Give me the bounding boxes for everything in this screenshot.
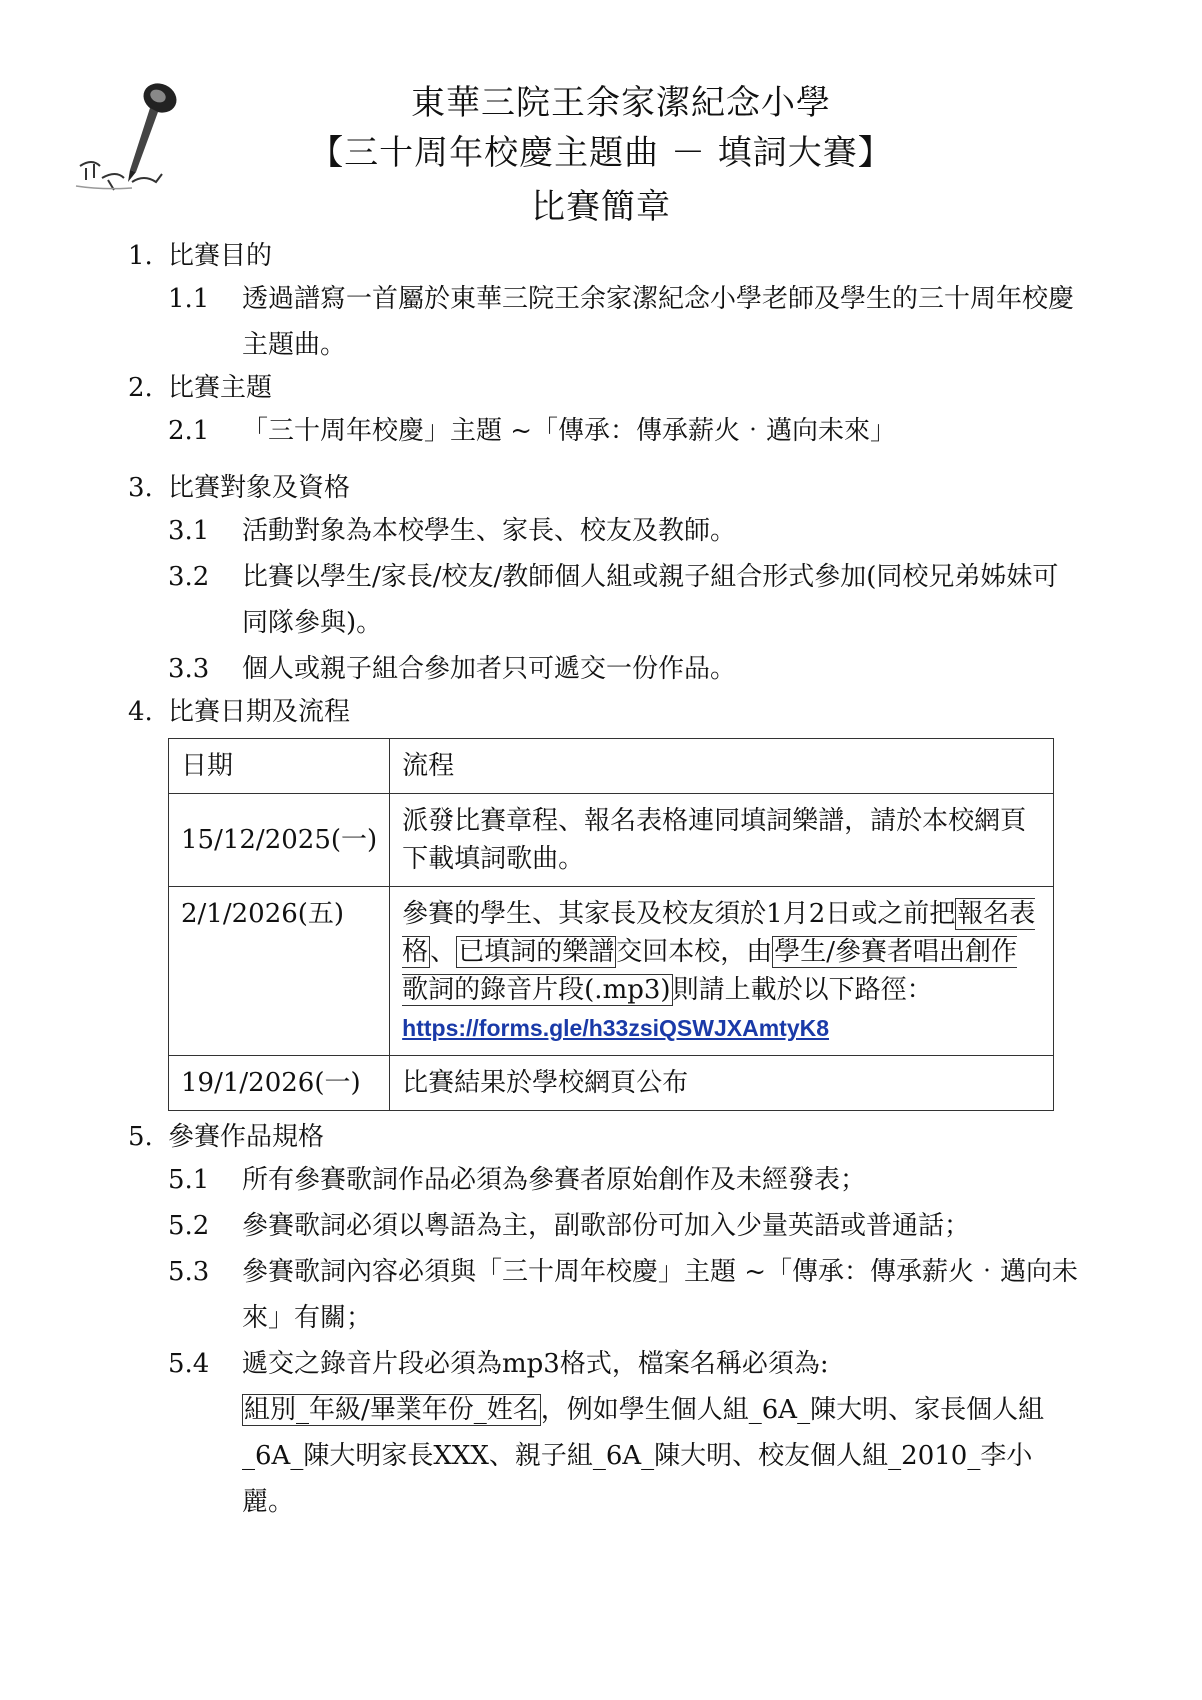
list-item	[168, 646, 1098, 692]
list-item	[168, 554, 1098, 646]
boxed-term-recording: 學生/參賽者唱出創作歌詞的錄音片段(.mp3)	[402, 937, 1017, 1005]
section-5	[128, 1117, 1098, 1157]
column-header-date: 日期	[169, 739, 390, 794]
row-process: 派發比賽章程、報名表格連同填詞樂譜，請於本校網頁下載填詞歌曲。	[390, 794, 1054, 887]
section-title: 比賽日期及流程	[168, 697, 351, 727]
table-header-row	[169, 739, 1054, 794]
item-text: 比賽以學生/家長/校友/教師個人組或親子組合形式參加(同校兄弟姊妹可同隊參與)。	[242, 562, 1059, 638]
schedule-table	[168, 738, 1054, 1111]
row-date: 19/1/2026(一)	[169, 1056, 390, 1111]
item-number: 3.3	[168, 654, 210, 684]
section-3	[128, 468, 1098, 508]
item-text: 個人或親子組合參加者只可遞交一份作品。	[242, 654, 737, 684]
item-text	[242, 1341, 1082, 1525]
section-title: 參賽作品規格	[168, 1122, 325, 1152]
item-number: 5.4	[168, 1349, 210, 1379]
boxed-term-registration-form: 報名表格	[402, 899, 1036, 967]
section-title: 比賽主題	[168, 373, 273, 403]
item-number: 3.1	[168, 516, 210, 546]
section-number: 1.	[128, 241, 153, 271]
section-1	[128, 236, 1098, 276]
item-number: 1.1	[168, 284, 210, 314]
item-text: 活動對象為本校學生、家長、校友及教師。	[242, 516, 737, 546]
section-number: 4.	[128, 697, 153, 727]
section-title: 比賽目的	[168, 241, 273, 271]
list-item	[168, 508, 1098, 554]
list-item	[168, 1157, 1098, 1203]
school-name: 東華三院王余家潔紀念小學	[411, 83, 831, 123]
item-text: 所有參賽歌詞作品必須為參賽者原始創作及未經發表；	[242, 1165, 867, 1195]
competition-title: 【三十周年校慶主題曲 － 填詞大賽】	[309, 133, 893, 173]
table-row	[169, 1056, 1054, 1111]
table-row	[169, 794, 1054, 887]
table-row	[169, 887, 1054, 1056]
row-text: 交回本校，由	[616, 937, 773, 967]
list-item	[168, 1341, 1098, 1525]
boxed-filename-format: 組別_年級/畢業年份_姓名	[244, 1395, 539, 1425]
document-header	[0, 78, 1202, 232]
row-text: 參賽的學生、其家長及校友須於1月2日或之前把	[402, 899, 956, 929]
item-text: 「三十周年校慶」主題 ~「傳承：傳承薪火‧邁向未來」	[242, 416, 897, 446]
item-text-line: 遞交之錄音片段必須為mp3格式，檔案名稱必須為:	[242, 1349, 829, 1379]
item-text: 參賽歌詞必須以粵語為主，副歌部份可加入少量英語或普通話；	[242, 1211, 971, 1241]
item-number: 5.2	[168, 1211, 210, 1241]
item-number: 5.1	[168, 1165, 210, 1195]
document-body	[128, 236, 1098, 1525]
row-date: 15/12/2025(一)	[169, 794, 390, 887]
row-date: 2/1/2026(五)	[169, 887, 390, 1056]
row-process	[390, 887, 1054, 1056]
column-header-process: 流程	[390, 739, 1054, 794]
section-number: 5.	[128, 1122, 153, 1152]
item-number: 5.3	[168, 1257, 210, 1287]
section-4	[128, 692, 1098, 732]
item-number: 3.2	[168, 562, 210, 592]
item-text: 透過譜寫一首屬於東華三院王余家潔紀念小學老師及學生的三十周年校慶主題曲。	[242, 284, 1075, 360]
row-text: 、	[430, 937, 457, 967]
document-title: 比賽簡章	[531, 187, 671, 227]
submission-form-link[interactable]: https://forms.gle/h33zsiQSWJXAmtyK8	[402, 1015, 830, 1041]
list-item	[168, 276, 1098, 368]
list-item	[168, 1249, 1098, 1341]
section-2	[128, 368, 1098, 408]
boxed-term-lyric-score: 已填詞的樂譜	[458, 937, 615, 967]
item-text: 參賽歌詞內容必須與「三十周年校慶」主題 ~「傳承：傳承薪火‧邁向未來」有關；	[242, 1257, 1079, 1333]
section-number: 2.	[128, 373, 153, 403]
item-number: 2.1	[168, 416, 210, 446]
section-title: 比賽對象及資格	[168, 473, 351, 503]
list-item	[168, 408, 1098, 454]
section-number: 3.	[128, 473, 153, 503]
row-process: 比賽結果於學校網頁公布	[390, 1056, 1054, 1111]
list-item	[168, 1203, 1098, 1249]
item-text-examples: ，例如學生個人組_6A_陳大明、家長個人組_6A_陳大明家長XXX、親子組_6A_陳大明、校友個人組_2010_李小麗。	[242, 1395, 1045, 1517]
row-text: 則請上載於以下路徑：	[672, 975, 933, 1005]
